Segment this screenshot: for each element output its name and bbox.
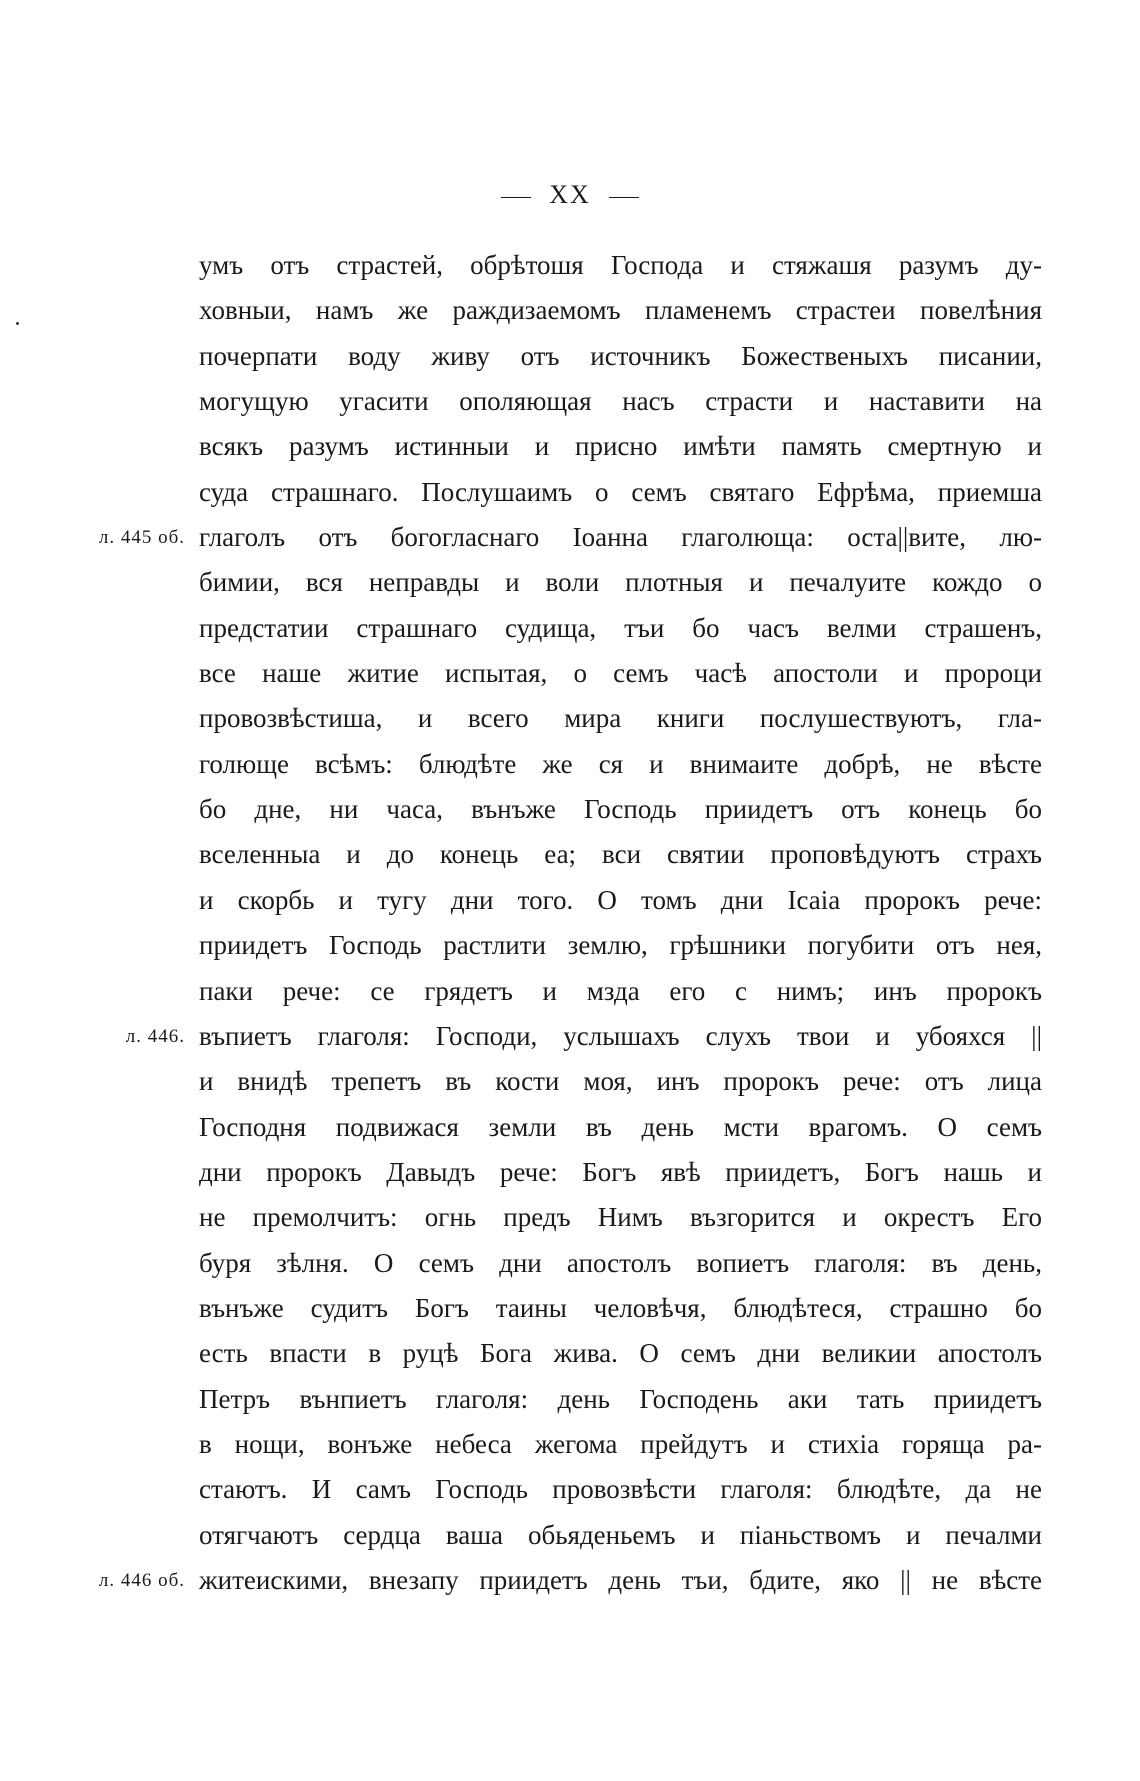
- folio-margin-note: л. 445 об.: [98, 527, 185, 549]
- line-text: въпиетъ глаголя: Господи, услышахъ слухъ твои и убояхся ||: [199, 1020, 1042, 1051]
- text-line: [199, 334, 1042, 379]
- text-line: [199, 742, 1042, 787]
- line-text: в нощи, вонъже небеса жегома прейдутъ и стихіа горяща ра-: [199, 1428, 1042, 1459]
- text-line: [199, 1195, 1042, 1240]
- text-line: [199, 606, 1042, 651]
- line-text: вънъже судитъ Богъ таины человѣчя, блюдѣтеся, страшно бо: [199, 1292, 1042, 1323]
- folio-margin-note: л. 446 об.: [98, 1569, 185, 1591]
- text-line: [199, 1105, 1042, 1150]
- line-text: провозвѣстиша, и всего мира книги послушествуютъ, гла-: [199, 703, 1042, 734]
- text-line: [199, 1422, 1042, 1467]
- line-text: не премолчитъ: огнь предъ Нимъ възгорится и окрестъ Его: [199, 1202, 1042, 1233]
- text-line: [98, 1558, 1042, 1603]
- text-line: [125, 1014, 1042, 1059]
- line-text: и внидѣ трепетъ въ кости моя, инъ пророкъ рече: отъ лица: [199, 1066, 1042, 1097]
- line-text: бимии, вся неправды и воли плотныя и печалуите кождо о: [199, 567, 1042, 598]
- text-line: [199, 878, 1042, 923]
- line-text: отягчаютъ сердца ваша обьяденьемъ и піаньствомъ и печалми: [199, 1519, 1042, 1550]
- line-text: стаютъ. И самъ Господь провозвѣсти глаголя: блюдѣте, да не: [199, 1474, 1042, 1505]
- line-text: ховныи, намъ же раждизаемомъ пламенемъ страстеи повелѣния: [199, 295, 1042, 326]
- text-line: [199, 288, 1042, 333]
- text-line: [199, 1513, 1042, 1558]
- text-line: [199, 1150, 1042, 1195]
- text-line: [199, 379, 1042, 424]
- line-text: буря зѣлня. О семъ дни апостолъ вопиетъ глаголя: въ день,: [199, 1247, 1042, 1278]
- header-dash-right: [609, 197, 639, 198]
- page-header: [0, 180, 1140, 210]
- text-line: [98, 515, 1042, 560]
- page-number: XX: [549, 180, 591, 209]
- line-text: голюще всѣмъ: блюдѣте же ся и внимаите добрѣ, не вѣсте: [199, 748, 1042, 779]
- line-text: вселенныа и до конець еа; вси святии проповѣдуютъ страхъ: [199, 839, 1042, 870]
- line-text: бо дне, ни часа, вънъже Господь приидетъ отъ конець бо: [199, 794, 1042, 825]
- line-text: есть впасти в руцѣ Бога жива. О семъ дни великии апостолъ: [199, 1338, 1042, 1369]
- line-text: паки рече: се грядетъ и мзда его с нимъ; инъ пророкъ: [199, 975, 1042, 1006]
- line-text: Петръ вънпиетъ глаголя: день Господень аки тать приидетъ: [199, 1383, 1042, 1414]
- text-line: [199, 1467, 1042, 1512]
- text-line: [199, 969, 1042, 1014]
- line-text: предстатии страшнаго судища, тъи бо часъ велми страшенъ,: [199, 612, 1042, 643]
- line-text: умъ отъ страстей, обрѣтошя Господа и стяжашя разумъ ду-: [199, 250, 1042, 280]
- line-text: суда страшнаго. Послушаимъ о семъ святаго Ефрѣма, приемша: [199, 476, 1042, 507]
- line-text: могущую угасити ополяющая насъ страсти и наставити на: [199, 386, 1042, 417]
- text-line: [199, 832, 1042, 877]
- line-text: и скорбь и тугу дни того. О томъ дни Ісаіа пророкъ рече:: [199, 884, 1042, 915]
- text-line: [199, 424, 1042, 469]
- text-line: [199, 787, 1042, 832]
- text-line: [199, 1059, 1042, 1104]
- text-line: [199, 923, 1042, 968]
- text-line: [199, 470, 1042, 515]
- line-text: глаголъ отъ богогласнаго Іоанна глаголюща: оста||вите, лю-: [199, 522, 1042, 553]
- header-dash-left: [501, 197, 531, 198]
- line-text: житеискими, внезапу приидетъ день тъи, бдите, яко || не вѣсте: [199, 1564, 1042, 1595]
- line-text: дни пророкъ Давыдъ рече: Богъ явѣ приидетъ, Богъ нашь и: [199, 1156, 1042, 1187]
- text-line: [199, 1286, 1042, 1331]
- body-text: [98, 243, 1042, 1603]
- line-text: Господня подвижася земли въ день мсти врагомъ. О семъ: [199, 1111, 1042, 1142]
- line-text: приидетъ Господь растлити землю, грѣшники погубити отъ нея,: [199, 930, 1042, 961]
- text-line: [199, 1331, 1042, 1376]
- folio-margin-note: л. 446.: [125, 1025, 185, 1047]
- text-line: [199, 696, 1042, 741]
- line-text: почерпати воду живу отъ источникъ Божественыхъ писании,: [199, 340, 1042, 371]
- text-line: [199, 1241, 1042, 1286]
- text-line: [199, 560, 1042, 605]
- text-line: [199, 1377, 1042, 1422]
- text-line: [199, 651, 1042, 696]
- line-text: всякъ разумъ истинныи и присно имѣти память смертную и: [199, 431, 1042, 462]
- stray-mark: [16, 322, 19, 325]
- text-line: [199, 243, 1042, 288]
- line-text: все наше житие испытая, о семъ часѣ апостоли и пророци: [199, 658, 1042, 689]
